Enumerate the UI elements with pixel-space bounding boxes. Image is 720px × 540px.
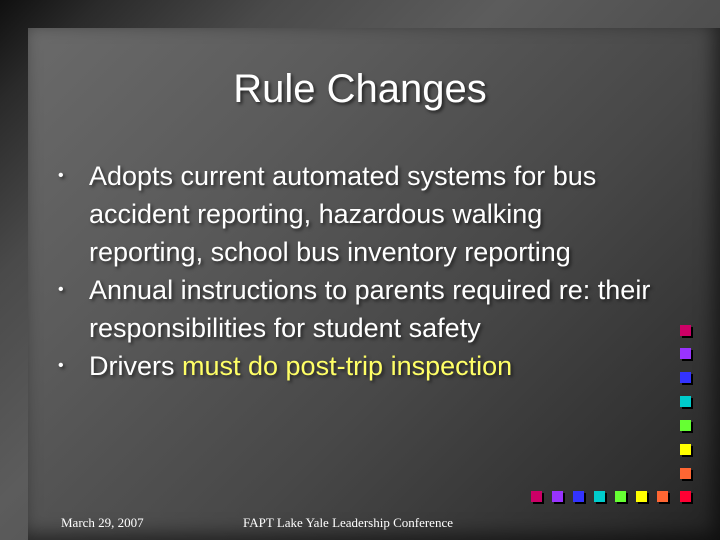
- decor-square: [657, 491, 668, 502]
- bullet-text: Annual instructions to parents required re: their responsibilities for student safety: [89, 275, 651, 343]
- decor-square: [680, 444, 691, 455]
- decor-square: [636, 491, 647, 502]
- bullet-marker: •: [58, 167, 64, 184]
- bullet-text: Drivers: [89, 351, 182, 381]
- decor-square: [680, 468, 691, 479]
- slide-title: Rule Changes: [233, 67, 487, 111]
- bullet-marker: •: [58, 281, 64, 298]
- bullet-item-parent-instructions: [58, 271, 658, 347]
- decor-square: [680, 348, 691, 359]
- bullet-highlight-text: must do post-trip inspection: [182, 351, 513, 381]
- decor-square: [680, 420, 691, 431]
- bullet-item-post-trip-inspection: [58, 347, 658, 385]
- bullet-item-automated-systems: [58, 157, 658, 271]
- decor-square: [680, 396, 691, 407]
- decor-square: [615, 491, 626, 502]
- decor-square: [680, 325, 691, 336]
- decor-square: [594, 491, 605, 502]
- footer-conference: FAPT Lake Yale Leadership Conference: [243, 515, 453, 530]
- bullet-list: [58, 157, 658, 385]
- footer-date: March 29, 2007: [61, 515, 144, 530]
- decor-square: [680, 372, 691, 383]
- decor-square: [531, 491, 542, 502]
- bullet-marker: •: [58, 357, 64, 374]
- decor-square: [552, 491, 563, 502]
- bullet-text: Adopts current automated systems for bus accident reporting, hazardous walking reporting, school bus inventory reporting: [89, 161, 597, 267]
- decor-square: [573, 491, 584, 502]
- decor-square: [680, 491, 691, 502]
